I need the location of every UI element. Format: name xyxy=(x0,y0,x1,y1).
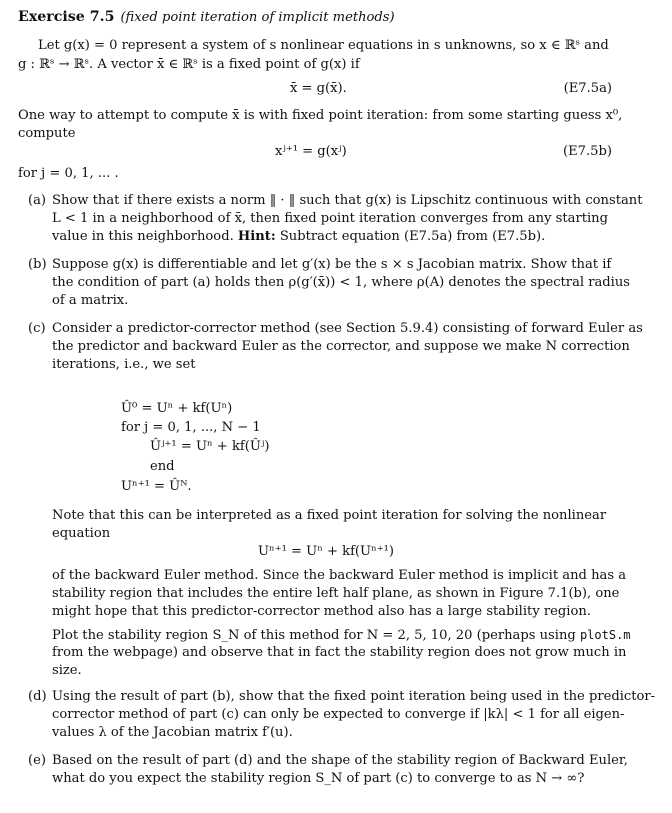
exercise-heading xyxy=(18,8,395,27)
part-d-label: (d) xyxy=(28,689,47,704)
equation-e75b: xʲ⁺¹ = g(xʲ) xyxy=(275,144,347,159)
part-b-line-2: the condition of part (a) holds then ρ(g′(x̄)) < 1, where ρ(A) denotes the spectral radius xyxy=(52,275,631,290)
part-d-line-2: corrector method of part (c) can only be expected to converge if |kλ| < 1 for all eigen- xyxy=(52,707,625,722)
mid-line-2: compute xyxy=(18,126,76,141)
part-c-after-3: might hope that this predictor-corrector method also has a large stability region. xyxy=(52,604,591,619)
intro-line-1: Let g(x) = 0 represent a system of s nonlinear equations in s unknowns, so x ∈ ℝˢ and xyxy=(38,38,609,53)
algo-line-1: Û⁰ = Uⁿ + kf(Uⁿ) xyxy=(121,401,233,416)
equation-e75a: x̄ = g(x̄). xyxy=(290,81,347,96)
backward-euler-equation: Uⁿ⁺¹ = Uⁿ + kf(Uⁿ⁺¹) xyxy=(258,544,395,559)
part-c-line-1: Consider a predictor-corrector method (see Section 5.9.4) consisting of forward Euler as xyxy=(52,321,643,336)
part-a-line-3-pre: value in this neighborhood. xyxy=(52,229,234,244)
algo-line-3: Ûʲ⁺¹ = Uⁿ + kf(Ûʲ) xyxy=(150,439,270,454)
intro-line-2: g : ℝˢ → ℝˢ. A vector x̄ ∈ ℝˢ is a fixed point of g(x) if xyxy=(18,57,360,72)
equation-label-e75b: (E7.5b) xyxy=(563,144,612,159)
part-a-label: (a) xyxy=(28,193,47,208)
part-c-plot-3: size. xyxy=(52,663,82,678)
part-e-label: (e) xyxy=(28,753,46,768)
mid-line-1: One way to attempt to compute x̄ is with fixed point iteration: from some starting guess x⁰, xyxy=(18,108,623,123)
exercise-subtitle: (fixed point iteration of implicit methods) xyxy=(120,10,395,25)
for-line: for j = 0, 1, ... . xyxy=(18,166,119,181)
part-c-plot-1 xyxy=(52,626,631,645)
hint-label: Hint: xyxy=(237,229,276,244)
equation-label-e75a: (E7.5a) xyxy=(563,81,612,96)
part-e-line-1: Based on the result of part (d) and the shape of the stability region of Backward Euler, xyxy=(52,753,628,768)
algo-line-5: Uⁿ⁺¹ = Ûᴺ. xyxy=(121,479,192,494)
part-b-label: (b) xyxy=(28,257,47,272)
part-a-line-2: L < 1 in a neighborhood of x̄, then fixed point iteration converges from any starting xyxy=(52,211,608,226)
part-a-line-3 xyxy=(52,228,545,246)
part-c-note-2: equation xyxy=(52,526,111,541)
part-c-plot-1-text: Plot the stability region S_N of this method for N = 2, 5, 10, 20 (perhaps using xyxy=(52,628,576,643)
algo-line-2: for j = 0, 1, ..., N − 1 xyxy=(121,420,261,435)
exercise-title: Exercise 7.5 xyxy=(18,9,115,25)
part-c-label: (c) xyxy=(28,321,46,336)
part-e-line-2: what do you expect the stability region S_N of part (c) to converge to as N → ∞? xyxy=(52,771,585,786)
algo-line-4: end xyxy=(150,459,175,474)
part-c-plot-2: from the webpage) and observe that in fact the stability region does not grow much in xyxy=(52,645,627,660)
part-c-line-3: iterations, i.e., we set xyxy=(52,357,196,372)
part-a-line-1: Show that if there exists a norm ‖ · ‖ such that g(x) is Lipschitz continuous with constant xyxy=(52,193,643,208)
part-d-line-1: Using the result of part (b), show that the fixed point iteration being used in the predictor- xyxy=(52,689,656,704)
part-c-note-1: Note that this can be interpreted as a fixed point iteration for solving the nonlinear xyxy=(52,508,607,523)
part-a-line-3-post: Subtract equation (E7.5a) from (E7.5b). xyxy=(279,229,546,244)
part-c-line-2: the predictor and backward Euler as the corrector, and suppose we make N correction xyxy=(52,339,630,354)
part-b-line-1: Suppose g(x) is differentiable and let g′(x) be the s × s Jacobian matrix. Show that if xyxy=(52,257,612,272)
part-b-line-3: of a matrix. xyxy=(52,293,129,308)
plot-script-name: plotS.m xyxy=(579,628,631,642)
part-d-line-3: values λ of the Jacobian matrix f′(u). xyxy=(52,725,293,740)
part-c-after-2: stability region that includes the entire left half plane, as shown in Figure 7.1(b), one xyxy=(52,586,620,601)
part-c-after-1: of the backward Euler method. Since the backward Euler method is implicit and has a xyxy=(52,568,627,583)
